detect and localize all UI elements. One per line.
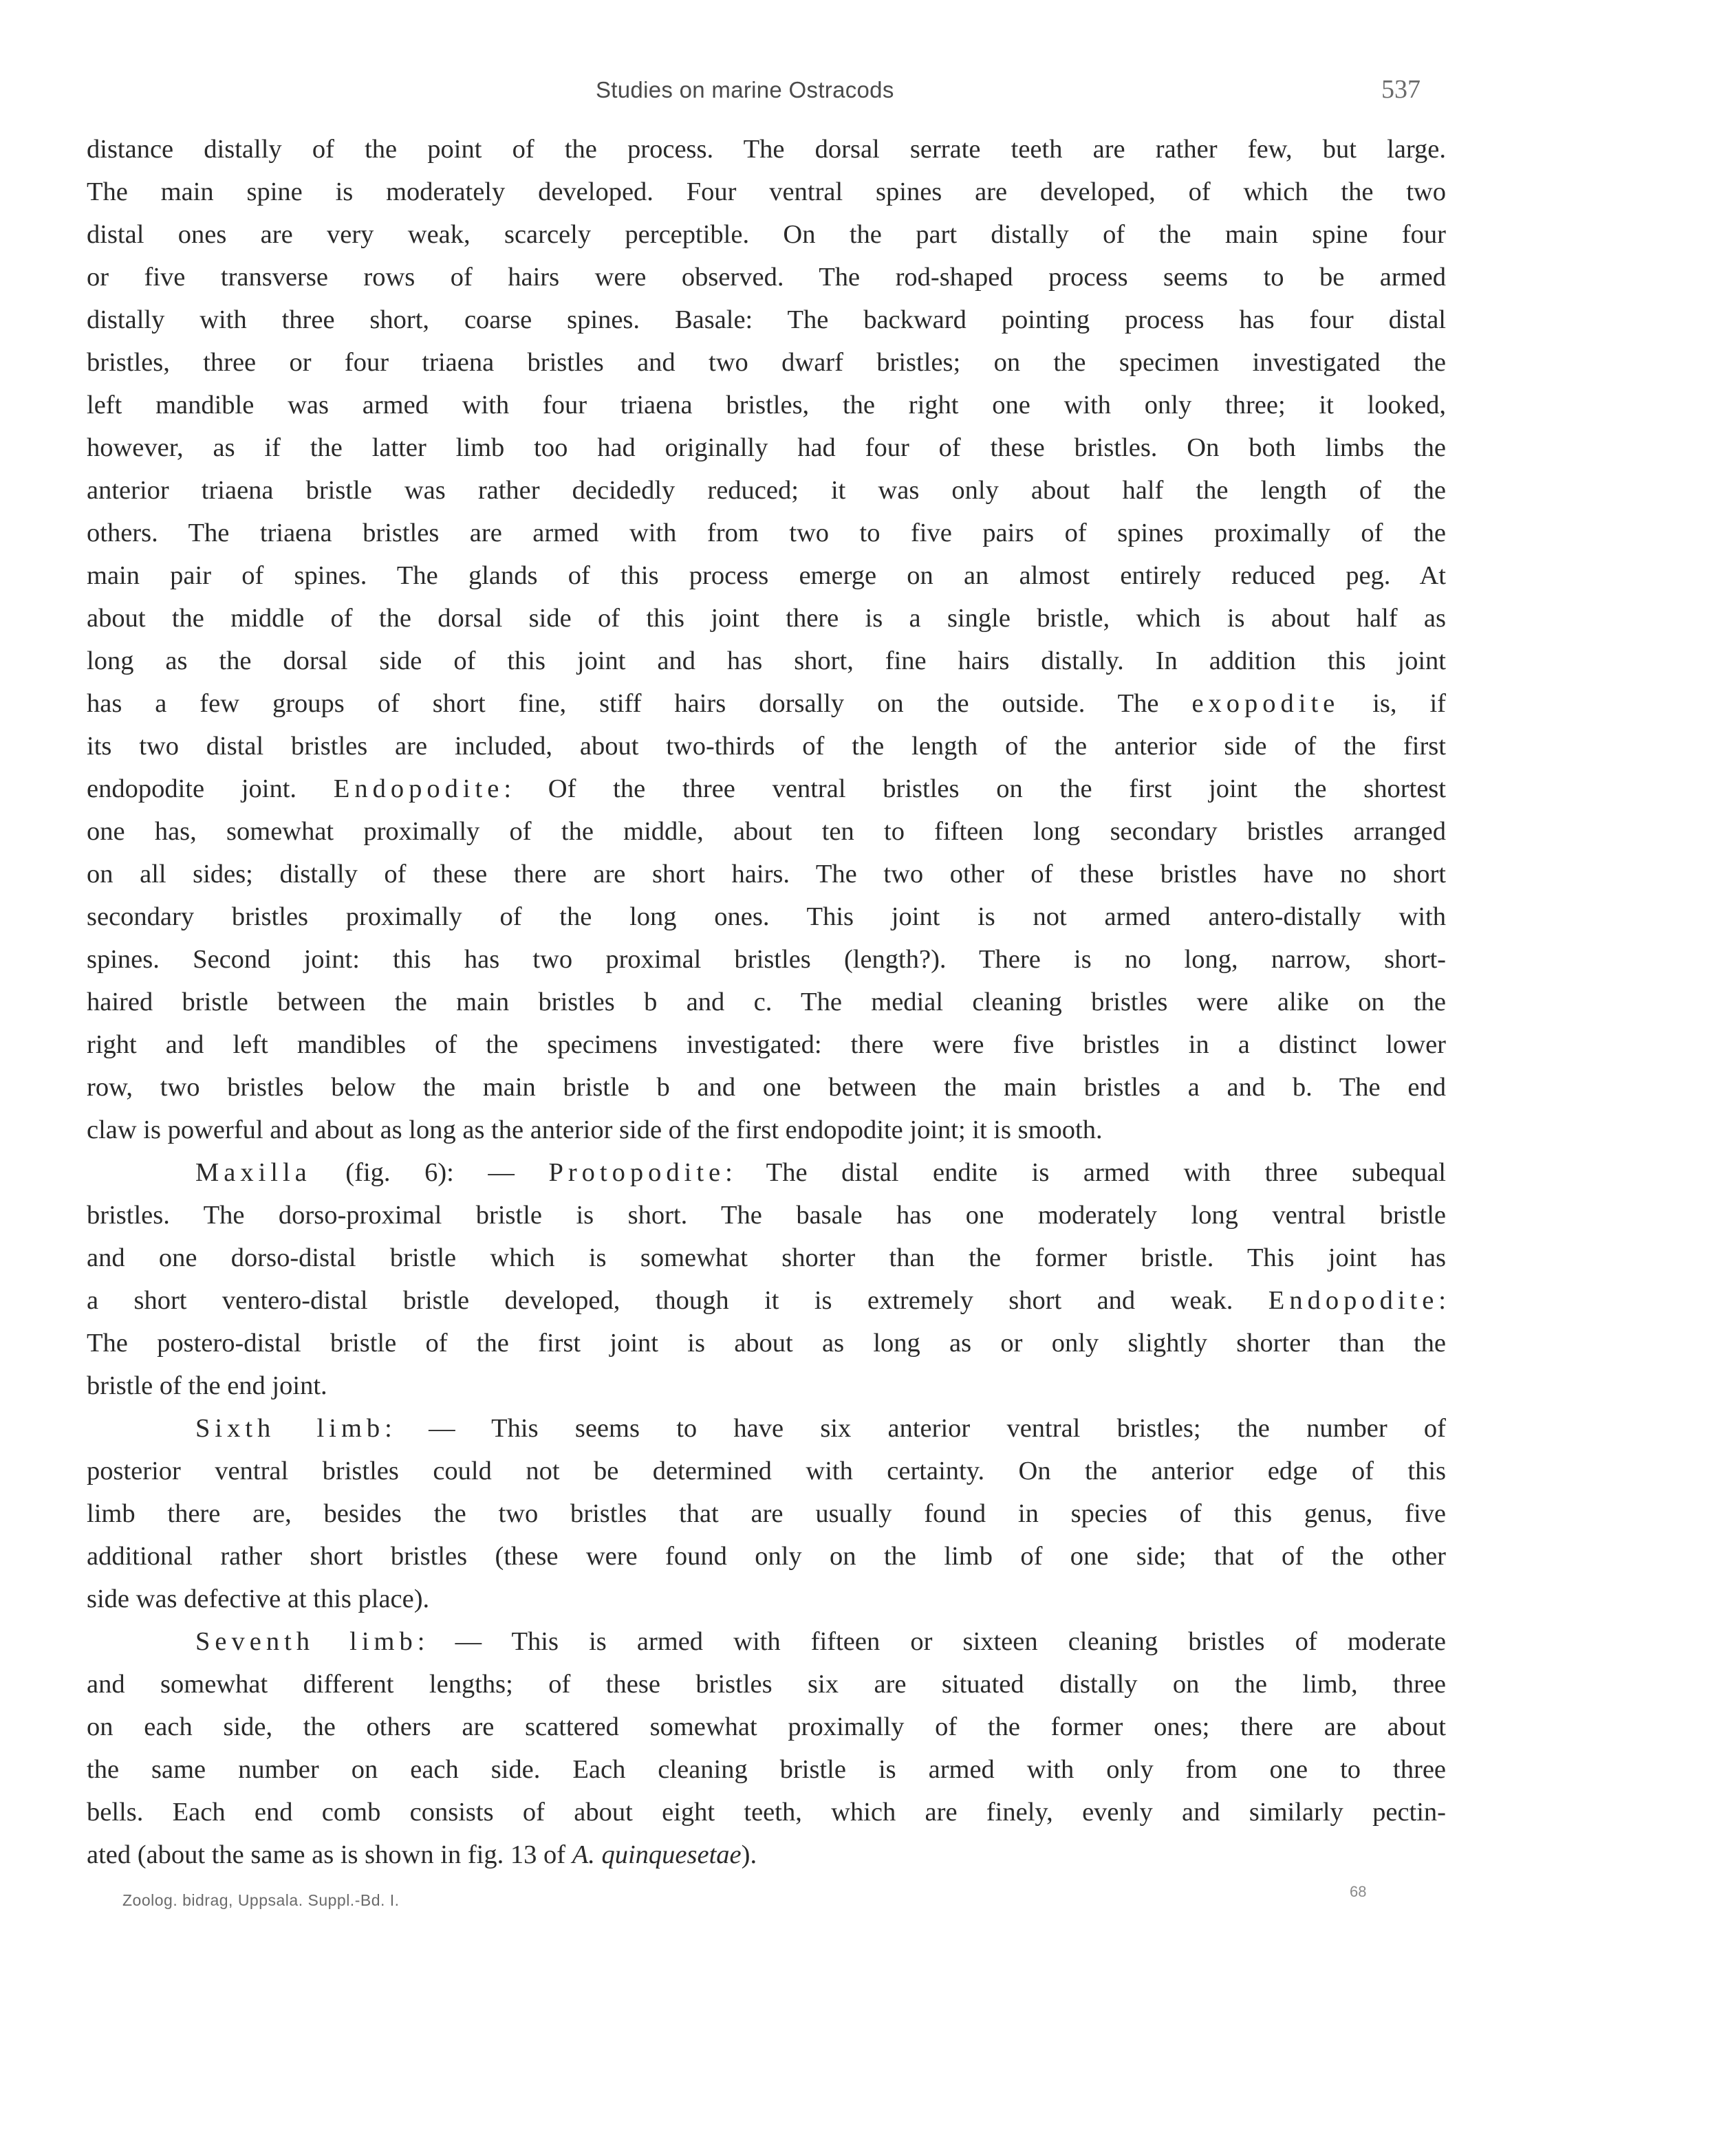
text-line: long as the dorsal side of this joint and has short, fine hairs distally. In addition this joint [87, 646, 1446, 675]
text-run: : Of the three ventral bristles on the first joint the shortest [504, 774, 1446, 803]
page-number: 537 [1381, 75, 1421, 104]
text-line: and somewhat different lengths; of these bristles six are situated distally on the limb, three [87, 1670, 1446, 1699]
text-run: is, if [1339, 689, 1446, 718]
signature-mark: 68 [1350, 1883, 1367, 1900]
spaced-term-sixth-limb: Sixth limb [195, 1414, 385, 1443]
text-run: ). [741, 1840, 757, 1869]
text-line: secondary bristles proximally of the long ones. This joint is not armed antero-distally with [87, 902, 1446, 931]
text-line [87, 682, 1446, 725]
text-line: posterior ventral bristles could not be determined with certainty. On the anterior edge of this [87, 1457, 1446, 1485]
spaced-term-endopodite: Endopodite [1268, 1286, 1439, 1315]
text-line: on each side, the others are scattered somewhat proximally of the former ones; there are about [87, 1712, 1446, 1741]
text-line: distal ones are very weak, scarcely perceptible. On the part distally of the main spine four [87, 220, 1446, 249]
text-line [87, 1833, 1446, 1876]
text-run: has a few groups of short fine, stiff hairs dorsally on the outside. The [87, 689, 1192, 718]
text-line: additional rather short bristles (these were found only on the limb of one side; that of the other [87, 1542, 1446, 1571]
running-head [0, 77, 1717, 111]
text-run: : [1438, 1286, 1446, 1315]
text-run: endopodite joint. [87, 774, 334, 803]
spaced-term-seventh-limb: Seventh limb [195, 1627, 418, 1656]
text-line: on all sides; distally of these there are short hairs. The two other of these bristles have no short [87, 860, 1446, 889]
text-line: distally with three short, coarse spines. Basale: The backward pointing process has four distal [87, 305, 1446, 334]
text-run: : The distal endite is armed with three subequal [725, 1158, 1446, 1187]
text-line [87, 767, 1446, 810]
species-name: A. quinquesetae [572, 1840, 742, 1869]
text-line: bristles. The dorso-proximal bristle is short. The basale has one moderately long ventral bristle [87, 1201, 1446, 1230]
text-line: bells. Each end comb consists of about eight teeth, which are finely, evenly and similarly pectin- [87, 1798, 1446, 1827]
text-run: : — This is armed with fifteen or sixteen cleaning bristles of moderate [417, 1627, 1446, 1656]
footer [0, 1883, 1717, 1919]
text-run: ated (about the same as is shown in fig. 13 of [87, 1840, 572, 1869]
paragraph-start-maxilla [87, 1151, 1446, 1194]
text-line: or five transverse rows of hairs were observed. The rod-shaped process seems to be armed [87, 263, 1446, 292]
text-line [87, 1279, 1446, 1322]
text-line: bristles, three or four triaena bristles and two dwarf bristles; on the specimen investigated the [87, 348, 1446, 377]
paragraph-start-sixth-limb [87, 1407, 1446, 1450]
text-line: limb there are, besides the two bristles that are usually found in species of this genus, five [87, 1499, 1446, 1528]
text-line: distance distally of the point of the process. The dorsal serrate teeth are rather few, but large. [87, 135, 1446, 164]
text-line: others. The triaena bristles are armed with from two to five pairs of spines proximally of the [87, 519, 1446, 547]
text-line: anterior triaena bristle was rather decidedly reduced; it was only about half the length of the [87, 476, 1446, 505]
text-line: spines. Second joint: this has two proximal bristles (length?). There is no long, narrow, short- [87, 945, 1446, 974]
footer-journal: Zoolog. bidrag, Uppsala. Suppl.-Bd. I. [122, 1891, 400, 1909]
body-text [87, 128, 1446, 1876]
text-run: : — This seems to have six anterior ventral bristles; the number of [385, 1414, 1446, 1443]
spaced-term-exopodite: exopodite [1191, 689, 1340, 718]
text-run: a short ventero-distal bristle developed, though it is extremely short and weak. [87, 1286, 1268, 1315]
running-title: Studies on marine Ostracods [596, 77, 894, 102]
text-line: side was defective at this place). [87, 1585, 430, 1613]
text-line: and one dorso-distal bristle which is somewhat shorter than the former bristle. This joint has [87, 1243, 1446, 1272]
text-line: left mandible was armed with four triaena bristles, the right one with only three; it looked, [87, 391, 1446, 420]
text-run: (fig. 6): — [311, 1158, 549, 1187]
spaced-term-maxilla: Maxilla [195, 1158, 312, 1187]
paragraph-start-seventh-limb [87, 1620, 1446, 1663]
text-line: its two distal bristles are included, about two-thirds of the length of the anterior side of the first [87, 732, 1446, 761]
text-line: claw is powerful and about as long as the anterior side of the first endopodite joint; it is smooth. [87, 1115, 1103, 1144]
text-line: one has, somewhat proximally of the middle, about ten to fifteen long secondary bristles arranged [87, 817, 1446, 846]
spaced-term-protopodite: Protopodite [548, 1158, 726, 1187]
spaced-term-endopodite: Endopodite [333, 774, 504, 803]
text-line: right and left mandibles of the specimens investigated: there were five bristles in a distinct lower [87, 1030, 1446, 1059]
text-line: however, as if the latter limb too had originally had four of these bristles. On both limbs the [87, 433, 1446, 462]
text-line: bristle of the end joint. [87, 1371, 327, 1400]
text-line: The main spine is moderately developed. Four ventral spines are developed, of which the two [87, 177, 1446, 206]
text-line: the same number on each side. Each cleaning bristle is armed with only from one to three [87, 1755, 1446, 1784]
text-line: The postero-distal bristle of the first joint is about as long as or only slightly shorter than the [87, 1329, 1446, 1358]
text-line: haired bristle between the main bristles b and c. The medial cleaning bristles were alike on the [87, 988, 1446, 1016]
text-line: about the middle of the dorsal side of this joint there is a single bristle, which is about half as [87, 604, 1446, 633]
text-line: row, two bristles below the main bristle b and one between the main bristles a and b. The end [87, 1073, 1446, 1102]
text-line: main pair of spines. The glands of this process emerge on an almost entirely reduced peg. At [87, 561, 1446, 590]
